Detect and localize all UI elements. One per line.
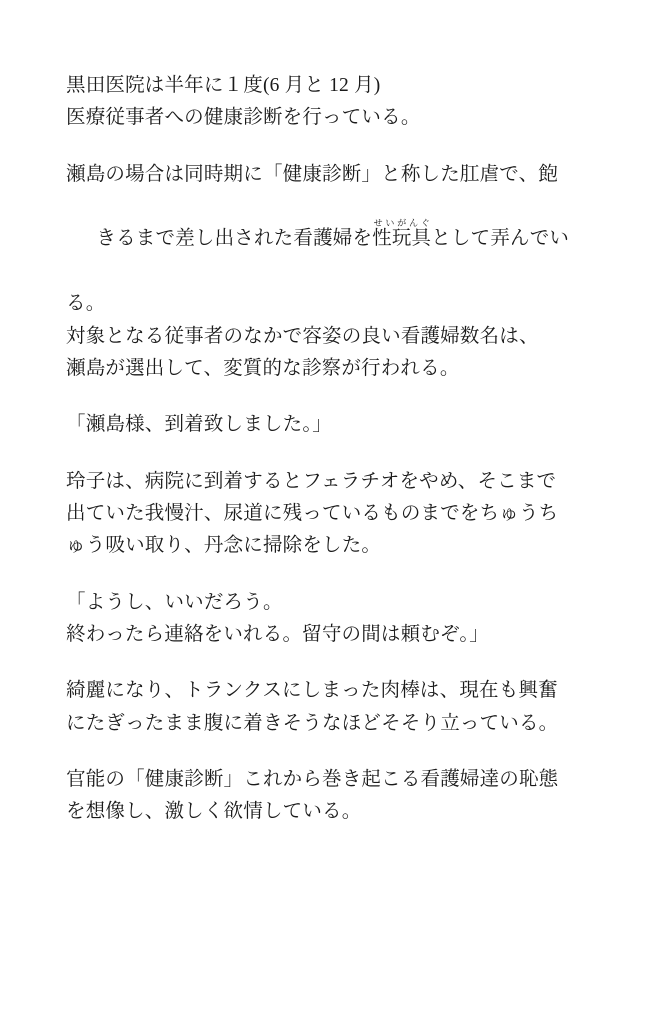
paragraph-3 (66, 409, 608, 441)
text-line: 瀬島が選出して、変質的な診察が行われる。 (66, 357, 460, 379)
text-line: 医療従事者への健康診断を行っている。 (66, 107, 421, 129)
text-line: にたぎったまま腹に着きそうなほどそそり立っている。 (66, 712, 559, 734)
paragraph-7 (66, 764, 608, 829)
paragraph-1 (66, 70, 608, 135)
text-line: 瀬島の場合は同時期に「健康診断」と称した肛虐で、飽 (66, 163, 558, 185)
text-line: る。 (66, 293, 106, 315)
text-line: 「ようし、いいだろう。 (66, 591, 283, 613)
paragraph-4 (66, 466, 608, 563)
paragraph-2 (66, 159, 608, 386)
text-line: 対象となる従事者のなかで容姿の良い看護婦数名は、 (66, 325, 539, 347)
text-line: 終わったら連絡をいれる。留守の間は頼むぞ。」 (66, 624, 489, 646)
text-line: 黒田医院は半年に１度(6 月と 12 月) (66, 75, 381, 96)
text-line: 出ていた我慢汁、尿道に残っているものまでをちゅうち (66, 502, 559, 524)
ruby-reading: せいがんぐ (372, 218, 432, 229)
text-line: を想像し、激しく欲情している。 (66, 801, 362, 823)
text-segment-after-ruby: として弄んでい (431, 228, 570, 250)
ruby-base: 性玩具 (372, 228, 432, 250)
text-line: 「瀬島様、到着致しました。」 (66, 414, 332, 436)
ruby-annotation (372, 218, 432, 250)
text-line: 玲子は、病院に到着するとフェラチオをやめ、そこまで (66, 470, 557, 492)
paragraph-5 (66, 587, 608, 652)
text-line: ゅう吸い取り、丹念に掃除をした。 (66, 535, 382, 557)
text-line: 綺麗になり、トランクスにしまった肉棒は、現在も興奮 (66, 680, 558, 702)
text-segment-before-ruby: きるまで差し出された看護婦を (96, 228, 373, 250)
paragraph-6 (66, 675, 608, 740)
text-line: 官能の「健康診断」これから巻き起こる看護婦達の恥態 (66, 769, 559, 791)
text-line-with-ruby (66, 191, 608, 288)
